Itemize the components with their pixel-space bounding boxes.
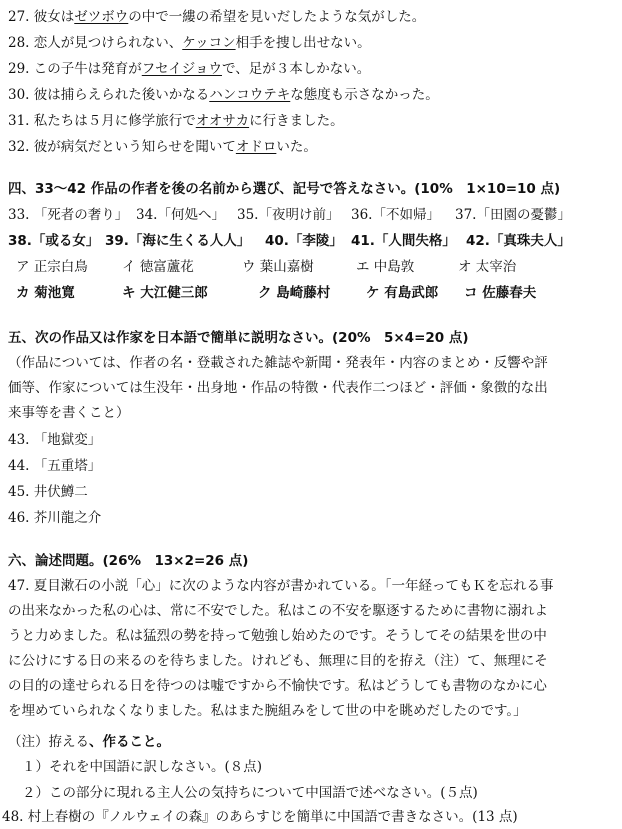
author-option: ウ 葉山嘉樹: [242, 259, 314, 275]
underlined-katakana: オドロ: [235, 139, 277, 155]
question-text: 32. 彼が病気だという知らせを聞いて: [8, 139, 236, 155]
work-item: 33. 「死者の奢り」: [8, 207, 129, 223]
works-row-1: [8, 206, 595, 224]
author-option: コ 佐藤春夫: [464, 285, 537, 301]
question-44: 44. 「五重塔」: [8, 458, 102, 474]
sub-question-2: ２）この部分に現れる主人公の気持ちについて中国語で述べなさい。(５点): [22, 785, 478, 801]
question-text: 29. この子牛は発育が: [8, 61, 142, 77]
question-46: 46. 芥川龍之介: [8, 510, 102, 526]
question-text: 28. 恋人が見つけられない、: [8, 35, 183, 51]
section-4-heading: 四、33～42 作品の作者を後の名前から選び、記号で答えなさい。(10% 1×10=10 点): [8, 181, 561, 197]
work-item: 38.「或る女」: [8, 233, 100, 249]
authors-row-2: [8, 284, 576, 302]
passage-line: に公けにする日の来るのを待ちました。けれども、無理に目的を拵え（注）て、無理にそ: [8, 653, 548, 669]
work-item: 34.「何処へ」: [136, 207, 225, 223]
question-32: [8, 138, 317, 156]
author-option: ケ 有島武郎: [366, 285, 439, 301]
author-option: イ 徳富蘆花: [122, 259, 194, 275]
question-text: な態度も示さなかった。: [290, 87, 439, 103]
question-text: いた。: [276, 139, 317, 155]
underlined-katakana: フセイジョウ: [141, 61, 222, 77]
sub-question-1: １）それを中国語に訳しなさい。(８点): [22, 759, 263, 775]
instruction-text: 来事等を書くこと）: [8, 405, 130, 421]
works-row-2: [8, 232, 586, 250]
author-option: カ 菊池寛: [16, 285, 75, 301]
question-text: 30. 彼は捕らえられた後いかなる: [8, 87, 210, 103]
question-31: [8, 112, 344, 130]
work-item: 40.「李陵」: [265, 233, 343, 249]
authors-row-1: [8, 258, 558, 276]
question-29: [8, 60, 370, 78]
underlined-katakana: オオサカ: [195, 113, 250, 129]
underlined-katakana: ケッコン: [182, 35, 236, 51]
work-item: 36.「不如帰」: [351, 207, 440, 223]
question-text: に行きました。: [249, 113, 344, 129]
footnote-label: （注）拵える: [8, 734, 89, 750]
question-43: 43. 「地獄変」: [8, 432, 102, 448]
author-option: ク 島崎藤村: [258, 285, 331, 301]
instruction-text: 価等、作家については生没年・出身地・作品の特徴・代表作二つほど・評価・象徴的な出: [8, 380, 548, 396]
author-option: キ 大江健三郎: [122, 285, 208, 301]
author-option: ア 正宗白鳥: [16, 259, 88, 275]
author-option: オ 太宰治: [458, 259, 517, 275]
instruction-text: （作品については、作者の名・登載された雑誌や新聞・発表年・内容のまとめ・反響や評: [8, 355, 548, 371]
work-item: 37.「田園の憂鬱」: [455, 207, 571, 223]
question-text: の中で一縷の希望を見いだしたような気がした。: [128, 9, 426, 25]
question-27: [8, 8, 425, 26]
work-item: 41.「人間失格」: [351, 233, 456, 249]
author-option: エ 中島敦: [356, 259, 415, 275]
question-30: [8, 86, 439, 104]
work-item: 42.「真珠夫人」: [466, 233, 571, 249]
question-text: 27. 彼女は: [8, 9, 75, 25]
passage-line: の出来なかった私の心は、常に不安でした。私はこの不安を駆逐するために書物に溺れよ: [8, 603, 548, 619]
question-text: 相手を捜し出せない。: [235, 35, 371, 51]
work-item: 35.「夜明け前」: [237, 207, 340, 223]
underlined-katakana: ゼツボウ: [74, 9, 129, 25]
passage-line: を埋めていられなくなりました。私はまた腕組みをして世の中を眺めだしたのです。」: [8, 703, 527, 719]
passage-line: の目的の達せられる日を待つのは嘘ですから不愉快です。私はどうしても書物のなかに心: [8, 678, 547, 694]
passage-line: うと力めました。私は猛烈の勢を持って勉強し始めたのです。そうしてその結果を世の中: [8, 628, 547, 644]
question-text: 31. 私たちは５月に修学旅行で: [8, 113, 196, 129]
section-6-heading: 六、論述問題。(26% 13×2=26 点): [8, 553, 249, 569]
question-text: で、足が３本しかない。: [221, 61, 371, 77]
footnote: [8, 733, 170, 751]
passage-line: 47. 夏目漱石の小説「心」に次のような内容が書かれている。「一年経ってもＫを忘れる事: [8, 578, 554, 594]
question-45: 45. 井伏鱒二: [8, 484, 88, 500]
question-28: [8, 34, 371, 52]
underlined-katakana: ハンコウテキ: [209, 87, 291, 103]
work-item: 39.「海に生くる人人」: [105, 233, 251, 249]
section-5-heading: 五、次の作品又は作家を日本語で簡単に説明なさい。(20% 5×4=20 点): [8, 330, 469, 346]
footnote-definition: 、作ること。: [89, 734, 170, 750]
question-48: 48. 村上春樹の『ノルウェイの森』のあらすじを簡単に中国語で書きなさい。(13 点): [2, 809, 518, 825]
